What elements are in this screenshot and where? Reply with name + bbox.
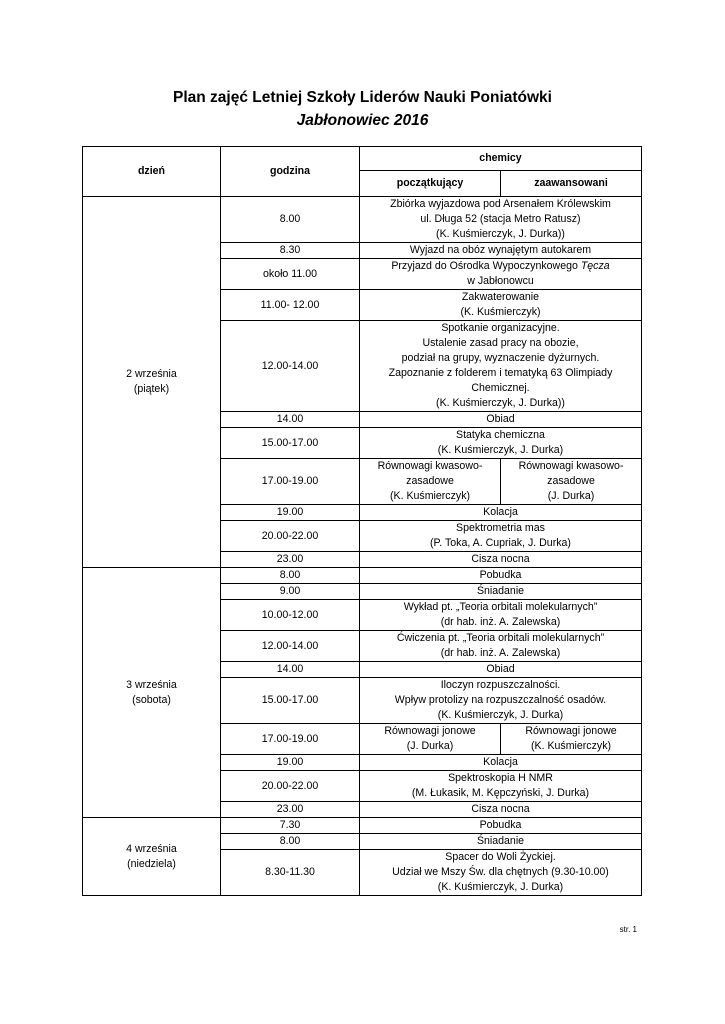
text-line: (J. Durka): [406, 740, 454, 752]
time-cell: 8.00: [221, 197, 360, 243]
activity-cell: [360, 321, 642, 412]
activity-cell: [360, 834, 642, 850]
text-line: podział na grupy, wyznaczenie dyżurnych.: [401, 352, 600, 364]
activity-cell: [360, 818, 642, 834]
text-line: Ustalenie zasad pracy na obozie,: [422, 337, 579, 349]
table-row: [83, 818, 642, 834]
text-line: Wyjazd na obóz wynajętym autokarem: [409, 244, 592, 256]
text-line: Pobudka: [479, 819, 522, 831]
text-line: Wykład pt. „Teoria orbitali molekularnych”: [403, 601, 598, 613]
text-line: Śniadanie: [476, 835, 525, 847]
day-cell: [83, 197, 221, 568]
table-row: [83, 197, 642, 243]
activity-cell: [360, 412, 642, 428]
text-line: Spektrometria mas: [456, 522, 545, 534]
text-line: (piątek): [133, 383, 170, 395]
text-line: zasadowe: [547, 475, 595, 487]
text-line: (K. Kuśmierczyk, J. Durka)): [436, 228, 565, 240]
time-cell: 19.00: [221, 755, 360, 771]
text-line: (K. Kuśmierczyk): [389, 490, 471, 502]
document-title: Plan zajęć Letniej Szkoły Liderów Nauki Poniatówki: [173, 89, 552, 106]
time-cell: 11.00- 12.00: [221, 290, 360, 321]
text-line: Spektroskopia H NMR: [448, 772, 553, 784]
text-line: Zbiórka wyjazdowa pod Arsenałem Królewskim: [390, 198, 611, 210]
time-cell: 12.00-14.00: [221, 631, 360, 662]
time-cell: 9.00: [221, 584, 360, 600]
activity-cell: [360, 771, 642, 802]
time-cell: 7.30: [221, 818, 360, 834]
text-line: Przyjazd do Ośrodka Wypoczynkowego Tęcza: [391, 260, 610, 272]
text-line: Śniadanie: [476, 585, 525, 597]
time-cell: 17.00-19.00: [221, 459, 360, 505]
text-line: Iloczyn rozpuszczalności.: [440, 679, 561, 691]
text-line: Statyka chemiczna: [456, 429, 545, 441]
text-line: Równowagi jonowe: [384, 725, 476, 737]
schedule-body: [83, 197, 642, 896]
activity-cell: [360, 552, 642, 568]
text-line: (K. Kuśmierczyk, J. Durka)): [436, 397, 565, 409]
text-line: Ćwiczenia pt. „Teoria orbitali molekularnych”: [396, 632, 605, 644]
text-line: (dr hab. inż. A. Zalewska): [440, 647, 561, 659]
page-number: str. 1: [619, 925, 637, 934]
text-line: zasadowe: [406, 475, 454, 487]
activity-cell: [360, 850, 642, 896]
day-cell: [83, 818, 221, 896]
time-cell: 12.00-14.00: [221, 321, 360, 412]
text-line: ul. Długa 52 (stacja Metro Ratusz): [420, 213, 581, 225]
activity-cell: [360, 505, 642, 521]
activity-cell: [360, 428, 642, 459]
day-cell: [83, 568, 221, 818]
activity-cell: [360, 290, 642, 321]
activity-cell: [360, 631, 642, 662]
text-line: Cisza nocna: [471, 803, 530, 815]
text-line: Równowagi jonowe: [525, 725, 617, 737]
time-cell: około 11.00: [221, 259, 360, 290]
text-line: Zapoznanie z folderem i tematyką 63 Olimpiady: [388, 367, 613, 379]
time-cell: 15.00-17.00: [221, 678, 360, 724]
time-cell: 14.00: [221, 662, 360, 678]
time-cell: 14.00: [221, 412, 360, 428]
text-line: Obiad: [486, 413, 515, 425]
text-line: Wpływ protolizy na rozpuszczalność osadów.: [394, 694, 607, 706]
header-beginner: początkujący: [360, 171, 501, 197]
text-line: 2 września: [126, 368, 177, 380]
activity-cell: [360, 259, 642, 290]
time-cell: 17.00-19.00: [221, 724, 360, 755]
document-subtitle: Jabłonowiec 2016: [296, 112, 429, 129]
text-line: Kolacja: [483, 756, 518, 768]
time-cell: 23.00: [221, 552, 360, 568]
text-line: Kolacja: [483, 506, 518, 518]
activity-cell: [360, 243, 642, 259]
text-line: Spotkanie organizacyjne.: [441, 322, 560, 334]
time-cell: 8.30-11.30: [221, 850, 360, 896]
time-cell: 8.30: [221, 243, 360, 259]
text-line: (K. Kuśmierczyk, J. Durka): [437, 881, 564, 893]
text-line: (niedziela): [127, 857, 176, 870]
text-line: Spacer do Woli Życkiej.: [445, 851, 556, 863]
text-line: (K. Kuśmierczyk): [460, 306, 541, 318]
text-line: Chemicznej.: [471, 382, 530, 394]
table-row: [83, 568, 642, 584]
header-time: godzina: [221, 147, 360, 197]
time-cell: 20.00-22.00: [221, 521, 360, 552]
header-group-chemists: chemicy: [360, 147, 642, 171]
text-line: (sobota): [132, 693, 171, 706]
activity-beginner-cell: [360, 459, 501, 505]
text-line: Równowagi kwasowo-: [518, 460, 624, 472]
time-cell: 20.00-22.00: [221, 771, 360, 802]
activity-cell: [360, 197, 642, 243]
text-line: Zakwaterowanie: [461, 291, 540, 303]
time-cell: 15.00-17.00: [221, 428, 360, 459]
text-line: (K. Kuśmierczyk): [530, 740, 612, 752]
text-line: (P. Toka, A. Cupriak, J. Durka): [430, 537, 571, 549]
text-line: (K. Kuśmierczyk, J. Durka): [437, 444, 564, 456]
activity-advanced-cell: [501, 459, 642, 505]
time-cell: 8.00: [221, 568, 360, 584]
activity-advanced-cell: [501, 724, 642, 755]
text-line: (M. Łukasik, M. Kępczyński, J. Durka): [411, 787, 590, 799]
activity-cell: [360, 662, 642, 678]
activity-cell: [360, 802, 642, 818]
activity-beginner-cell: [360, 724, 501, 755]
text-line: (K. Kuśmierczyk, J. Durka): [437, 709, 564, 721]
schedule-table: [82, 146, 642, 896]
text-line: Obiad: [486, 663, 515, 675]
time-cell: 23.00: [221, 802, 360, 818]
header-day: dzień: [83, 147, 221, 197]
time-cell: 8.00: [221, 834, 360, 850]
activity-cell: [360, 600, 642, 631]
time-cell: 19.00: [221, 505, 360, 521]
text-line: Równowagi kwasowo-: [377, 460, 483, 472]
text-line: Pobudka: [479, 569, 522, 581]
activity-cell: [360, 584, 642, 600]
text-line: 3 września: [126, 678, 177, 691]
activity-cell: [360, 755, 642, 771]
activity-cell: [360, 678, 642, 724]
activity-cell: [360, 568, 642, 584]
text-line: 4 września: [126, 842, 177, 855]
activity-cell: [360, 521, 642, 552]
text-line: w Jabłonowcu: [467, 275, 534, 287]
text-line: Udział we Mszy Św. dla chętnych (9.30-10.00): [392, 866, 609, 878]
time-cell: 10.00-12.00: [221, 600, 360, 631]
header-advanced: zaawansowani: [501, 171, 642, 197]
text-line: (dr hab. inż. A. Zalewska): [440, 616, 561, 628]
text-line: (J. Durka): [547, 490, 595, 502]
text-line: Cisza nocna: [471, 553, 530, 565]
